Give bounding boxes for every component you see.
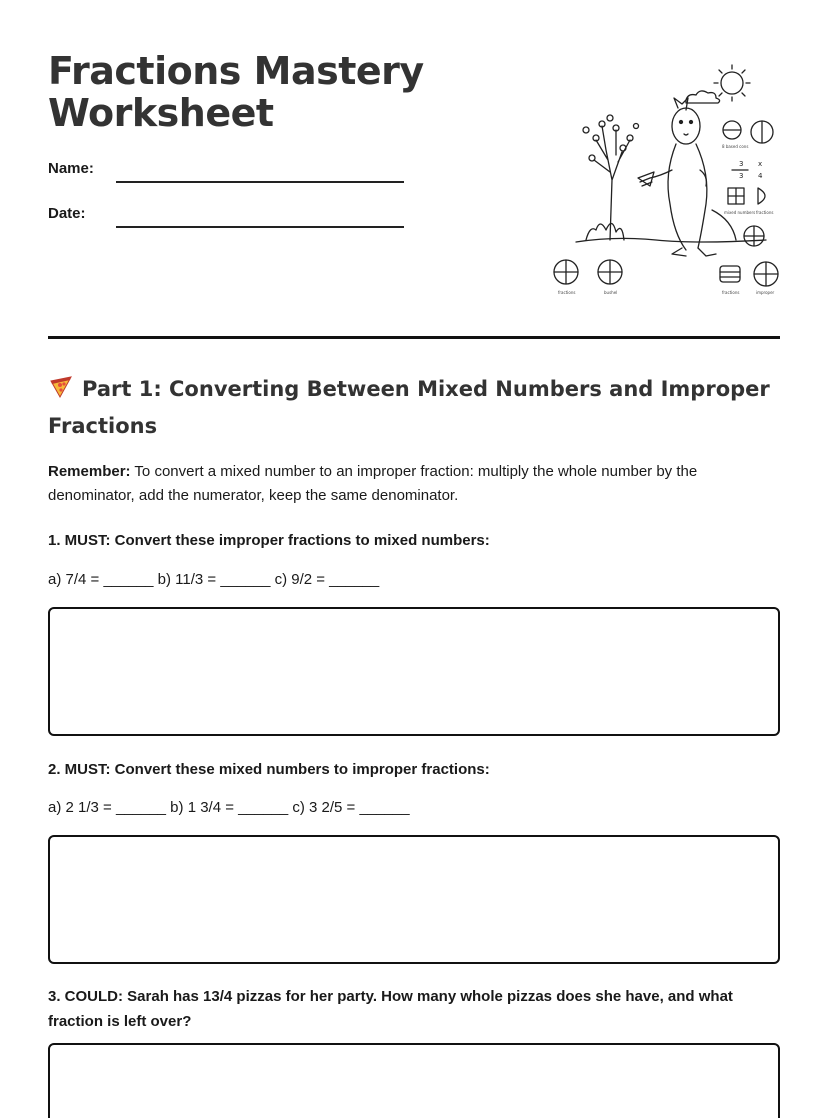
question-2-answer-box[interactable] bbox=[48, 835, 780, 964]
header-divider bbox=[48, 336, 780, 339]
name-line[interactable] bbox=[116, 181, 404, 183]
ill-label-fractions-2: fractions bbox=[722, 290, 740, 295]
name-label: Name: bbox=[48, 160, 94, 177]
part1-title: Part 1: Converting Between Mixed Numbers and Improper Fractions bbox=[48, 377, 770, 438]
pizza-icon bbox=[48, 375, 74, 399]
ill-label-mixed: mixed numbers bbox=[724, 210, 756, 215]
ill-label-bushel: bushel bbox=[604, 290, 618, 295]
kangaroo-figure bbox=[638, 98, 736, 256]
fraction-numerator-1: 3 bbox=[739, 160, 744, 168]
kangaroo-drawing bbox=[526, 60, 786, 300]
ill-label-fractions-right: fractions bbox=[756, 210, 774, 215]
question-1-items: a) 7/4 = ______ b) 11/3 = ______ c) 9/2 = ______ bbox=[48, 571, 380, 588]
question-2-items: a) 2 1/3 = ______ b) 1 3/4 = ______ c) 3 2/5 = ______ bbox=[48, 799, 410, 816]
remember-label: Remember: bbox=[48, 463, 131, 480]
date-line[interactable] bbox=[116, 226, 404, 228]
tree-icon bbox=[583, 115, 639, 240]
fraction-denominator-1: 3 bbox=[739, 172, 744, 180]
question-3-answer-box[interactable] bbox=[48, 1043, 780, 1118]
ill-label-improper: improper bbox=[756, 290, 775, 295]
worksheet-page bbox=[48, 0, 780, 1030]
part1-heading bbox=[48, 371, 780, 445]
remember-text: To convert a mixed number to an improper fraction: multiply the whole number by the denominator, add the numerator, keep the same denominator. bbox=[48, 463, 698, 504]
worksheet-header bbox=[48, 0, 780, 340]
question-1-answer-box[interactable] bbox=[48, 607, 780, 736]
ill-label-based: 8 based cons bbox=[722, 144, 749, 149]
kangaroo-illustration bbox=[526, 60, 786, 300]
question-2-prompt: 2. MUST: Convert these mixed numbers to improper fractions: bbox=[48, 761, 490, 778]
question-3-prompt: 3. COULD: Sarah has 13/4 pizzas for her party. How many whole pizzas does she have, and what fraction is left over? bbox=[48, 988, 733, 1030]
sun-icon bbox=[714, 65, 750, 101]
date-label: Date: bbox=[48, 205, 86, 222]
remember-note bbox=[48, 460, 780, 508]
worksheet-title: Fractions Mastery Worksheet bbox=[48, 49, 424, 135]
ill-label-fractions-1: fractions bbox=[558, 290, 576, 295]
fraction-denominator-2: 4 bbox=[758, 172, 763, 180]
fraction-numerator-2: x bbox=[758, 160, 763, 168]
question-1-prompt: 1. MUST: Convert these improper fractions to mixed numbers: bbox=[48, 532, 490, 549]
cloud-icon bbox=[686, 91, 720, 103]
